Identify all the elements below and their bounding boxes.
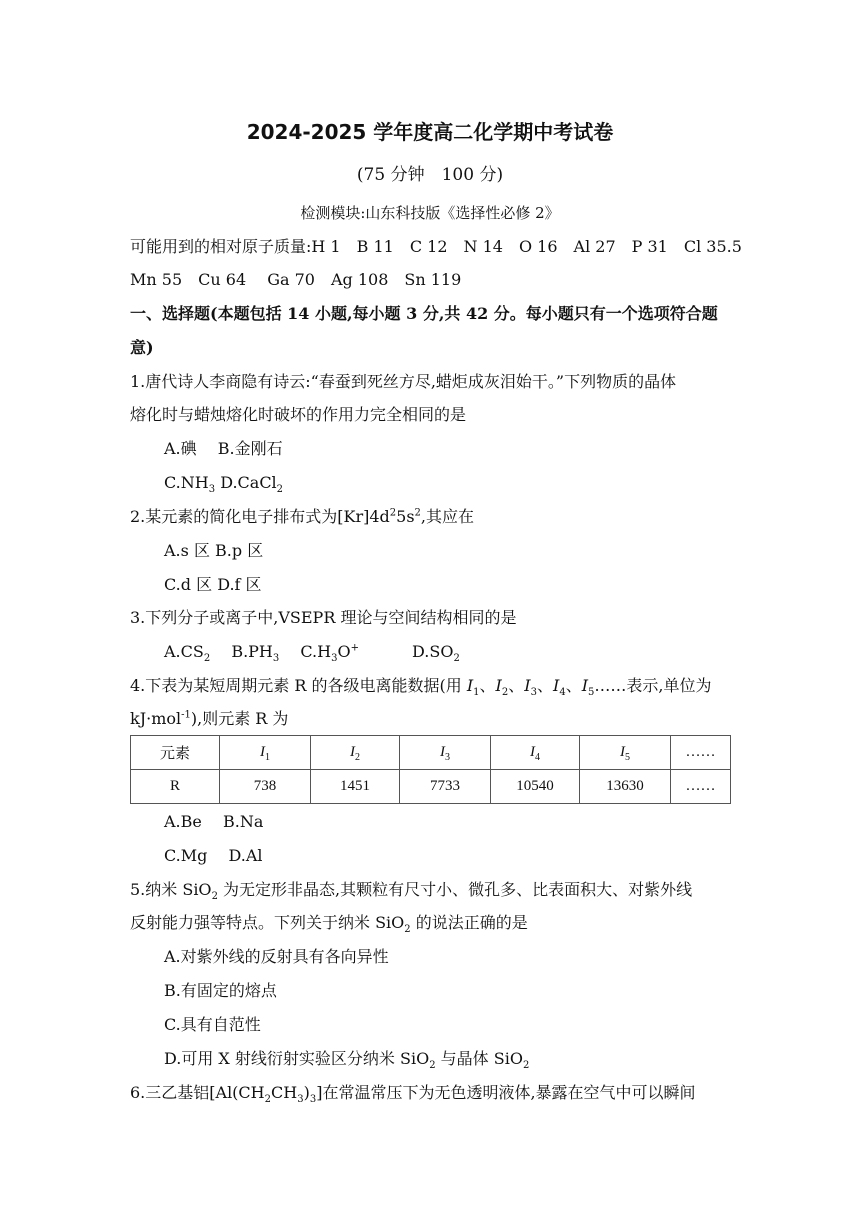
question-4-options-cd	[164, 845, 263, 867]
option-b: $B.PH_3$	[231, 642, 280, 665]
question-5-option-a: A.对紫外线的反射具有各向异性	[164, 947, 389, 966]
table-cell: 1451	[311, 770, 400, 804]
option-b: B.p 区	[215, 541, 264, 560]
table-cell: 7733	[400, 770, 491, 804]
exam-duration-score: (75 分钟 100 分)	[356, 165, 504, 185]
option-a: $A.CS_2$	[164, 642, 211, 665]
question-4-stem-line-1: 4.下表为某短周期元素 R 的各级电离能数据(用 $I_1$、$I_2$、$I_3$、$I_4$、$I_5\dots\dots$表示,单位为	[130, 676, 712, 699]
table-row	[131, 770, 731, 804]
table-cell: ……	[671, 770, 731, 804]
test-module: 检测模块:山东科技版《选择性必修 2》	[300, 204, 560, 222]
question-1-stem-line-1: 1.唐代诗人李商隐有诗云:“春蚕到死丝方尽,蜡炬成灰泪始干。”下列物质的晶体	[130, 372, 677, 391]
question-3-stem: 3.下列分子或离子中,VSEPR 理论与空间结构相同的是	[130, 608, 517, 627]
table-cell: 13630	[580, 770, 671, 804]
table-header-cell: $I_1$	[220, 736, 311, 770]
question-5-stem-line-1: 5.纳米 SiO$_2$ 为无定形非晶态,其颗粒有尺寸小、微孔多、比表面积大、对紫外线	[130, 880, 693, 903]
option-a: A.碘	[164, 439, 197, 458]
question-3-options	[164, 641, 460, 663]
option-c: C.Mg	[164, 846, 208, 865]
section-heading-line-2: 意)	[130, 338, 154, 357]
option-b: B.Na	[222, 812, 264, 831]
table-cell: 738	[220, 770, 311, 804]
question-5-option-c: C.具有自范性	[164, 1015, 261, 1034]
table-header-row	[131, 736, 731, 770]
ionization-energy-table	[130, 735, 731, 804]
question-6-stem-line-1: 6.三乙基铝$[Al(CH_2CH_3)_3]$在常温常压下为无色透明液体,暴露在空气中可以瞬间	[130, 1083, 696, 1106]
question-4-stem-line-2: kJ·mol$^{-1}$),则元素 R 为	[130, 709, 289, 728]
question-2-stem: 2.某元素的简化电子排布式为$[Kr]4d^25s^2$,其应在	[130, 507, 475, 526]
table-header-cell: $I_4$	[491, 736, 580, 770]
option-a: A.s 区	[164, 541, 210, 560]
question-1-options-ab	[164, 438, 283, 460]
section-heading-line-1: 一、选择题(本题包括 14 小题,每小题 3 分,共 42 分。每小题只有一个选项符合题	[130, 304, 718, 323]
option-c: $C.NH_3$	[164, 473, 216, 496]
table-header-cell: ……	[671, 736, 731, 770]
table-cell: R	[131, 770, 220, 804]
atomic-masses-line-2: Mn 55 Cu 64 Ga 70 Ag 108 Sn 119	[130, 270, 462, 289]
table-header-cell: 元素	[131, 736, 220, 770]
question-5-option-b: B.有固定的熔点	[164, 981, 277, 1000]
question-4-options-ab	[164, 811, 263, 833]
table-header-cell: $I_5$	[580, 736, 671, 770]
question-5-stem-line-2: 反射能力强等特点。下列关于纳米 SiO$_2$ 的说法正确的是	[130, 913, 528, 936]
question-2-options-ab	[164, 540, 263, 562]
table-header-cell: $I_3$	[400, 736, 491, 770]
question-5-option-d: D.可用 X 射线衍射实验区分纳米 SiO$_2$ 与晶体 SiO$_2$	[164, 1049, 530, 1072]
question-1-stem-line-2: 熔化时与蜡烛熔化时破坏的作用力完全相同的是	[130, 405, 467, 424]
option-d: D.CaCl$_2$	[220, 473, 284, 496]
option-c: $C.H_3O^+$	[300, 642, 359, 665]
option-d: D.f 区	[217, 575, 262, 594]
page-title: 2024-2025 学年度高二化学期中考试卷	[246, 120, 614, 144]
option-d: D.Al	[228, 846, 263, 865]
table-header-cell: $I_2$	[311, 736, 400, 770]
option-c: C.d 区	[164, 575, 213, 594]
option-a: A.Be	[164, 812, 202, 831]
question-1-options-cd	[164, 472, 283, 494]
atomic-masses-line-1: 可能用到的相对原子质量:H 1 B 11 C 12 N 14 O 16 Al 27 P 31 Cl 35.5	[130, 237, 742, 256]
option-b: B.金刚石	[217, 439, 283, 458]
question-2-options-cd	[164, 574, 262, 596]
option-d: $D.SO_2$	[412, 642, 460, 665]
table-cell: 10540	[491, 770, 580, 804]
